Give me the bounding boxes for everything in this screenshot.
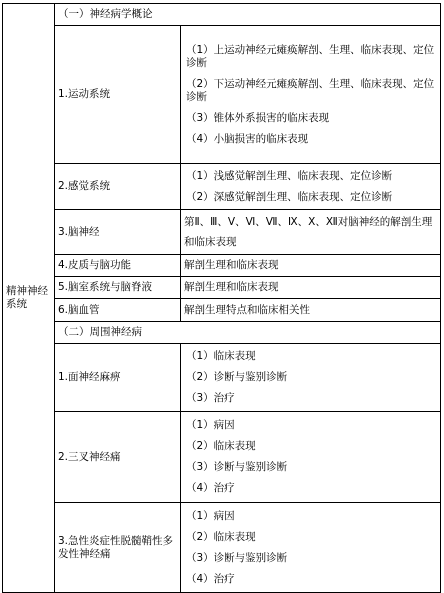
module-content bbox=[181, 164, 441, 210]
table-row bbox=[3, 299, 441, 322]
content-line: （1）浅感觉解剖生理、临床表现、定位诊断 bbox=[186, 169, 393, 182]
content-line: （2）临床表现 bbox=[186, 440, 256, 452]
module-name: 2.三叉神经痛 bbox=[55, 412, 181, 503]
module-content: 解剖生理和临床表现 bbox=[181, 277, 441, 299]
content-line: （2）深感觉解剖生理、临床表现、定位诊断 bbox=[186, 190, 393, 203]
content-line: （2）下运动神经元瘫痪解剖、生理、临床表现、定位诊断 bbox=[186, 77, 435, 103]
table-row bbox=[3, 255, 441, 277]
module-name: 4.皮质与脑功能 bbox=[55, 255, 181, 277]
table-row bbox=[3, 210, 441, 255]
content-line: 第Ⅱ、Ⅲ、Ⅴ、Ⅵ、Ⅶ、Ⅸ、Ⅹ、Ⅻ对脑神经的解剖生理和临床表现 bbox=[184, 216, 433, 248]
syllabus-table bbox=[2, 3, 441, 593]
module-content bbox=[181, 503, 441, 593]
table-row bbox=[3, 164, 441, 210]
module-content bbox=[181, 26, 441, 164]
content-line: （4）小脑损害的临床表现 bbox=[186, 132, 309, 145]
table-row bbox=[3, 503, 441, 593]
content-line: （4）治疗 bbox=[186, 572, 235, 585]
content-line: （1）病因 bbox=[186, 419, 235, 431]
content-line: （3）锥体外系损害的临床表现 bbox=[186, 111, 330, 124]
content-line: （3）诊断与鉴别诊断 bbox=[186, 551, 288, 564]
module-name: 2.感觉系统 bbox=[55, 164, 181, 210]
content-line: （3）治疗 bbox=[186, 392, 235, 404]
module-name: 5.脑室系统与脑脊液 bbox=[55, 277, 181, 299]
content-line: （2）临床表现 bbox=[186, 530, 256, 543]
main-category-cell: 精神神经系统 bbox=[3, 4, 55, 593]
module-name: 6.脑血管 bbox=[55, 299, 181, 322]
module-name: 3.脑神经 bbox=[55, 210, 181, 255]
module-content bbox=[181, 344, 441, 412]
table-row bbox=[3, 412, 441, 503]
module-name: 1.运动系统 bbox=[55, 26, 181, 164]
module-content bbox=[181, 210, 441, 255]
module-name: 1.面神经麻痹 bbox=[55, 344, 181, 412]
section-row bbox=[3, 4, 441, 26]
section-row bbox=[3, 322, 441, 344]
section-title: （一）神经病学概论 bbox=[55, 4, 441, 26]
content-line: （1）上运动神经元瘫痪解剖、生理、临床表现、定位诊断 bbox=[186, 43, 435, 69]
content-line: （3）诊断与鉴别诊断 bbox=[186, 461, 288, 473]
table-row bbox=[3, 26, 441, 164]
section-title: （二）周围神经病 bbox=[55, 322, 441, 344]
table-row bbox=[3, 277, 441, 299]
content-line: （1）病因 bbox=[186, 509, 235, 522]
table-row bbox=[3, 344, 441, 412]
content-line: （2）诊断与鉴别诊断 bbox=[186, 371, 288, 383]
module-name: 3.急性炎症性脱髓鞘性多发性神经痛 bbox=[55, 503, 181, 593]
content-line: （4）治疗 bbox=[186, 482, 235, 494]
content-line: （1）临床表现 bbox=[186, 350, 256, 362]
module-content bbox=[181, 412, 441, 503]
module-content: 解剖生理特点和临床相关性 bbox=[181, 299, 441, 322]
module-content: 解剖生理和临床表现 bbox=[181, 255, 441, 277]
